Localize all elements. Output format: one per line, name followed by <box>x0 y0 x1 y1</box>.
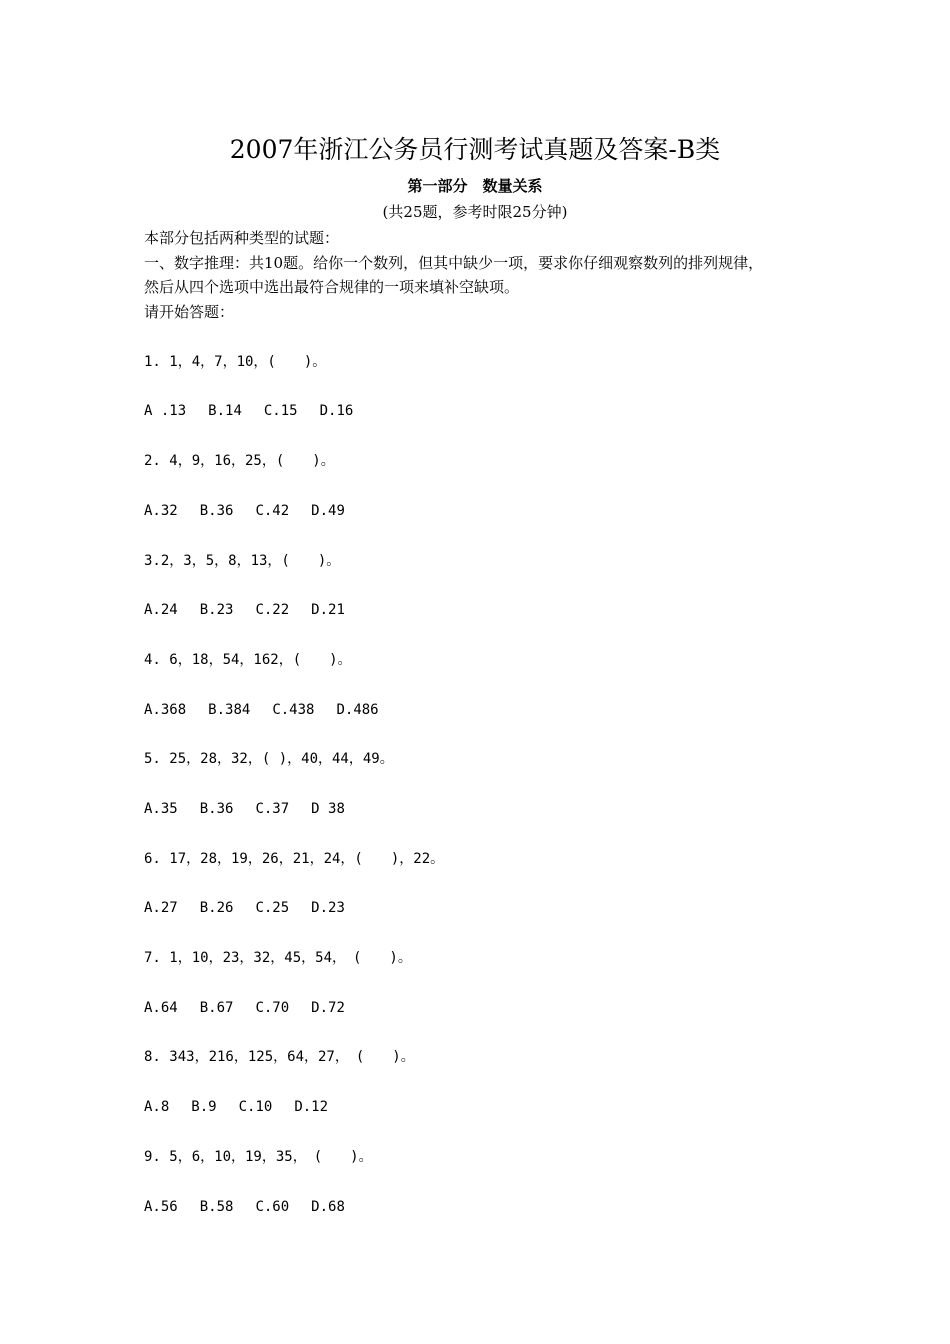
question-5: 5. 25，28，32，( )，40，44，49。 <box>144 751 394 767</box>
option-d: D.23 <box>311 900 345 916</box>
question-9-options <box>144 1197 367 1217</box>
option-b: B.36 <box>199 503 234 519</box>
option-b: B.36 <box>199 801 234 817</box>
option-b: B.67 <box>199 1000 234 1016</box>
question-4-options <box>144 700 401 720</box>
option-a: A.35 <box>144 801 178 817</box>
question-4: 4. 6，18，54，162，( )。 <box>144 652 352 668</box>
option-a: A.8 <box>144 1099 170 1115</box>
document-title: 2007年浙江公务员行测考试真题及答案-B类 <box>229 135 721 164</box>
section-title: 第一部分 数量关系 <box>407 177 543 195</box>
option-c: C.25 <box>255 900 290 916</box>
option-a: A.27 <box>144 900 178 916</box>
question-7-options <box>144 998 367 1018</box>
question-6-options <box>144 898 367 918</box>
option-c: C.10 <box>238 1099 273 1115</box>
intro-line: 一、数字推理：共10题。给你一个数列，但其中缺少一项，要求你仔细观察数列的排列规律， <box>144 254 764 272</box>
question-7: 7. 1，10，23，32，45，54， ( )。 <box>144 950 412 966</box>
option-d: D.68 <box>311 1199 345 1215</box>
option-d: D 38 <box>311 801 345 817</box>
option-d: D.486 <box>336 702 379 718</box>
question-6: 6. 17，28，19，26，21，24，( )，22。 <box>144 851 445 867</box>
option-b: B.9 <box>191 1099 217 1115</box>
question-8: 8. 343，216，125，64，27， ( )。 <box>144 1049 415 1065</box>
option-c: C.70 <box>255 1000 290 1016</box>
option-a: A.64 <box>144 1000 178 1016</box>
option-c: C.22 <box>255 602 290 618</box>
option-d: D.12 <box>294 1099 329 1115</box>
option-d: D.49 <box>311 503 345 519</box>
question-3-options <box>144 600 367 620</box>
question-5-options <box>144 799 367 819</box>
option-a: A.56 <box>144 1199 178 1215</box>
option-d: D.16 <box>319 403 354 419</box>
option-a: A.368 <box>144 702 187 718</box>
option-c: C.37 <box>255 801 290 817</box>
question-2-options <box>144 501 367 521</box>
section-subtitle: (共25题，参考时限25分钟) <box>382 203 568 221</box>
option-c: C.15 <box>263 403 298 419</box>
intro-line: 请开始答题： <box>144 303 235 321</box>
option-c: C.42 <box>255 503 290 519</box>
question-8-options <box>144 1097 350 1117</box>
option-c: C.60 <box>255 1199 290 1215</box>
question-9: 9. 5，6，10，19，35， ( )。 <box>144 1149 373 1165</box>
option-b: B.384 <box>208 702 251 718</box>
question-1-options <box>144 401 375 421</box>
option-b: B.26 <box>199 900 234 916</box>
option-b: B.58 <box>199 1199 234 1215</box>
option-a: A.32 <box>144 503 178 519</box>
option-c: C.438 <box>272 702 315 718</box>
question-3: 3.2，3，5，8，13，( )。 <box>144 553 341 569</box>
option-a: A .13 <box>144 403 187 419</box>
option-d: D.21 <box>311 602 345 618</box>
option-b: B.23 <box>199 602 234 618</box>
intro-line: 然后从四个选项中选出最符合规律的一项来填补空缺项。 <box>144 278 520 296</box>
question-2: 2. 4，9，16，25，( )。 <box>144 453 335 469</box>
option-a: A.24 <box>144 602 178 618</box>
intro-line: 本部分包括两种类型的试题： <box>144 229 340 247</box>
option-b: B.14 <box>208 403 242 419</box>
option-d: D.72 <box>311 1000 345 1016</box>
question-1: 1. 1，4，7，10，( )。 <box>144 354 327 370</box>
